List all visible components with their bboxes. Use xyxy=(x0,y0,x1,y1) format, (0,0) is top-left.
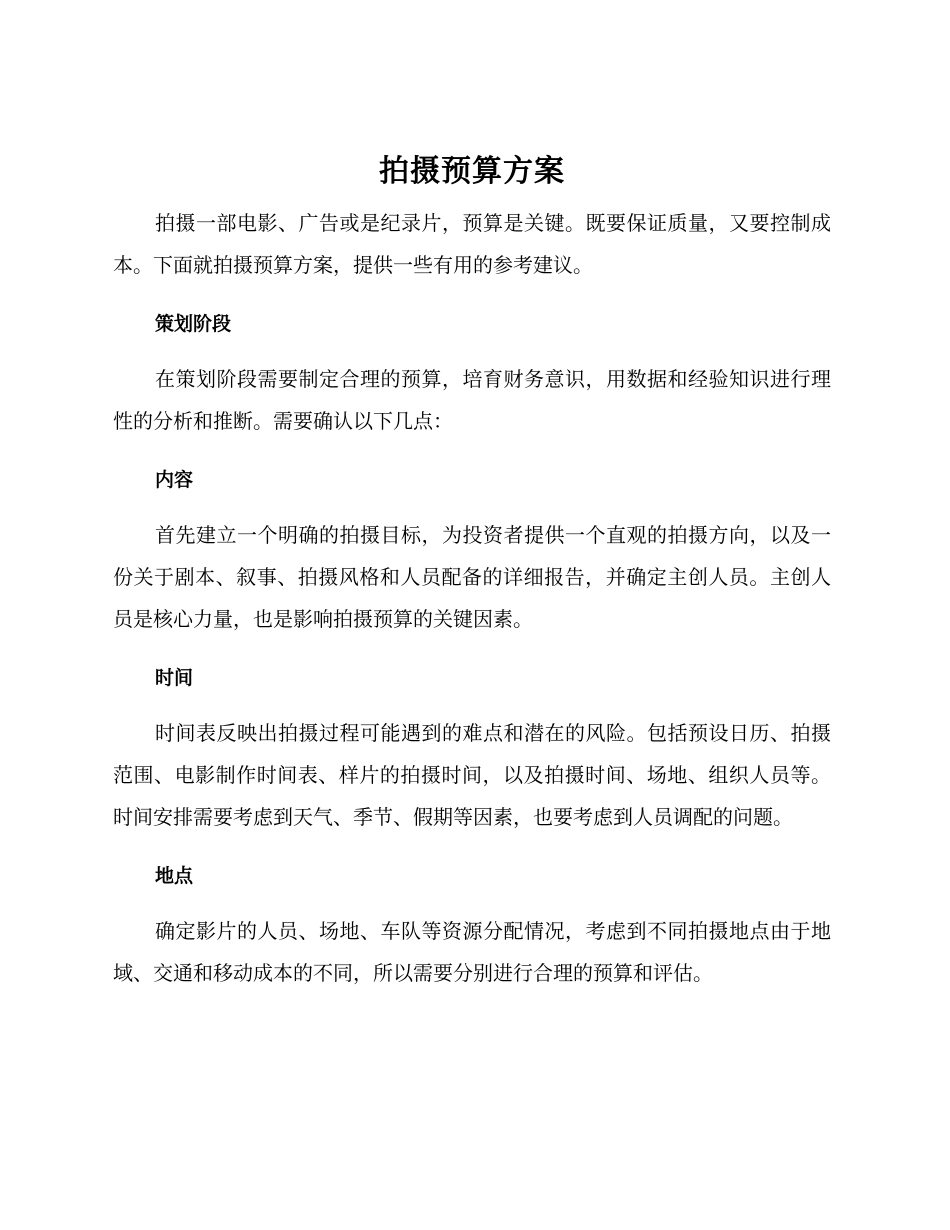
document-page xyxy=(113,150,831,994)
intro-paragraph: 拍摄一部电影、广告或是纪录片，预算是关键。既要保证质量，又要控制成本。下面就拍摄预算方案，提供一些有用的参考建议。 xyxy=(113,211,831,277)
section-heading-planning: 策划阶段 xyxy=(155,313,232,335)
section-body-planning: 在策划阶段需要制定合理的预算，培育财务意识，用数据和经验知识进行理性的分析和推断。需要确认以下几点： xyxy=(113,367,831,433)
section-heading-time: 时间 xyxy=(155,667,194,689)
section-heading-content: 内容 xyxy=(155,469,194,491)
section-body-time: 时间表反映出拍摄过程可能遇到的难点和潜在的风险。包括预设日历、拍摄范围、电影制作时间表、样片的拍摄时间，以及拍摄时间、场地、组织人员等。时间安排需要考虑到天气、季节、假期等因素，也要考虑到人员调配的问题。 xyxy=(113,721,831,829)
section-heading-location: 地点 xyxy=(155,865,194,887)
section-body-location: 确定影片的人员、场地、车队等资源分配情况，考虑到不同拍摄地点由于地域、交通和移动成本的不同，所以需要分别进行合理的预算和评估。 xyxy=(113,919,831,985)
document-title: 拍摄预算方案 xyxy=(379,154,565,189)
section-body-content: 首先建立一个明确的拍摄目标，为投资者提供一个直观的拍摄方向，以及一份关于剧本、叙事、拍摄风格和人员配备的详细报告，并确定主创人员。主创人员是核心力量，也是影响拍摄预算的关键因素。 xyxy=(113,523,831,631)
